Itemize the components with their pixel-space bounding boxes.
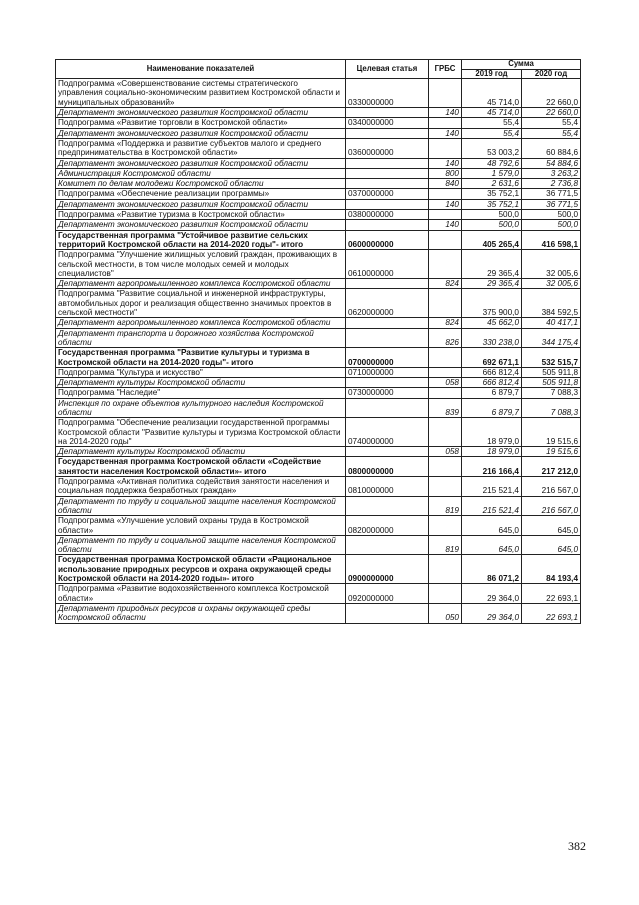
row-sum-2019-cell: 375 900,0 [462, 289, 522, 318]
row-grbs-cell [429, 388, 462, 398]
row-sum-2020-cell: 22 693,1 [522, 603, 581, 623]
row-sum-2019-cell: 645,0 [462, 535, 522, 555]
header-name: Наименование показателей [56, 60, 346, 79]
department-row [56, 108, 581, 118]
row-name-cell: Департамент экономического развития Костромской области [56, 108, 346, 118]
row-target-code-cell: 0620000000 [346, 289, 429, 318]
row-grbs-cell [429, 367, 462, 377]
row-name-cell: Подпрограмма «Развитие туризма в Костромской области» [56, 210, 346, 220]
row-name-cell: Подпрограмма "Улучшение жилищных условий граждан, проживающих в сельской местности, в том числе молодых семей и молодых специалистов" [56, 250, 346, 279]
row-target-code-cell [346, 168, 429, 178]
row-target-code-cell [346, 535, 429, 555]
row-target-code-cell [346, 496, 429, 516]
department-row [56, 496, 581, 516]
row-sum-2020-cell: 505 911,8 [522, 378, 581, 388]
row-sum-2019-cell: 215 521,4 [462, 477, 522, 497]
row-sum-2020-cell: 54 884,6 [522, 158, 581, 168]
row-name-cell: Департамент агропромышленного комплекса Костромской области [56, 279, 346, 289]
row-sum-2019-cell: 45 714,0 [462, 108, 522, 118]
row-sum-2020-cell: 216 567,0 [522, 496, 581, 516]
row-name-cell: Подпрограмма «Поддержка и развитие субъектов малого и среднего предпринимательства в Костромской области» [56, 138, 346, 158]
row-grbs-cell [429, 418, 462, 447]
row-sum-2020-cell: 505 911,8 [522, 367, 581, 377]
row-sum-2019-cell: 48 792,6 [462, 158, 522, 168]
department-row [56, 179, 581, 189]
row-grbs-cell: 819 [429, 535, 462, 555]
row-sum-2019-cell: 216 166,4 [462, 457, 522, 477]
row-sum-2020-cell: 22 693,1 [522, 584, 581, 604]
row-sum-2020-cell: 3 263,2 [522, 168, 581, 178]
header-code: Целевая статья [346, 60, 429, 79]
row-target-code-cell [346, 447, 429, 457]
row-name-cell: Подпрограмма "Обеспечение реализации государственной программы Костромской области "Развитие культуры и туризма Костромской области на 2014-2020 годы" [56, 418, 346, 447]
row-sum-2020-cell: 500,0 [522, 210, 581, 220]
row-target-code-cell [346, 603, 429, 623]
row-sum-2020-cell: 32 005,6 [522, 250, 581, 279]
program-total-row [56, 555, 581, 584]
row-target-code-cell: 0360000000 [346, 138, 429, 158]
row-name-cell: Подпрограмма «Улучшение условий охраны труда в Костромской области» [56, 516, 346, 536]
department-row [56, 378, 581, 388]
page-number: 382 [568, 839, 586, 853]
subprogram-row [56, 516, 581, 536]
subprogram-row [56, 138, 581, 158]
row-target-code-cell [346, 318, 429, 328]
row-sum-2019-cell: 55,4 [462, 118, 522, 128]
row-name-cell: Департамент агропромышленного комплекса Костромской области [56, 318, 346, 328]
program-total-row [56, 457, 581, 477]
row-name-cell: Подпрограмма «Совершенствование системы стратегического управления социально-экономическим развитием Костромской области и муниципальных образований» [56, 79, 346, 108]
row-sum-2020-cell: 645,0 [522, 516, 581, 536]
row-sum-2019-cell: 29 364,0 [462, 584, 522, 604]
row-target-code-cell: 0710000000 [346, 367, 429, 377]
row-grbs-cell: 058 [429, 378, 462, 388]
row-name-cell: Департамент природных ресурсов и охраны окружающей среды Костромской области [56, 603, 346, 623]
subprogram-row [56, 189, 581, 199]
row-sum-2019-cell: 29 364,0 [462, 603, 522, 623]
row-sum-2020-cell: 217 212,0 [522, 457, 581, 477]
row-name-cell: Администрация Костромской области [56, 168, 346, 178]
row-sum-2019-cell: 645,0 [462, 516, 522, 536]
row-grbs-cell: 819 [429, 496, 462, 516]
program-total-row [56, 348, 581, 368]
row-name-cell: Подпрограмма "Культура и искусство" [56, 367, 346, 377]
row-sum-2019-cell: 86 071,2 [462, 555, 522, 584]
row-sum-2020-cell: 344 175,4 [522, 328, 581, 348]
row-name-cell: Департамент экономического развития Костромской области [56, 220, 346, 230]
subprogram-row [56, 250, 581, 279]
header-grbs: ГРБС [429, 60, 462, 79]
department-row [56, 535, 581, 555]
row-sum-2020-cell: 7 088,3 [522, 398, 581, 418]
row-grbs-cell [429, 555, 462, 584]
row-grbs-cell [429, 79, 462, 108]
row-target-code-cell: 0730000000 [346, 388, 429, 398]
row-grbs-cell: 140 [429, 220, 462, 230]
row-target-code-cell: 0610000000 [346, 250, 429, 279]
row-name-cell: Департамент культуры Костромской области [56, 378, 346, 388]
row-name-cell: Подпрограмма «Развитие водохозяйственного комплекса Костромской области» [56, 584, 346, 604]
row-sum-2020-cell: 60 884,6 [522, 138, 581, 158]
row-sum-2019-cell: 55,4 [462, 128, 522, 138]
row-target-code-cell [346, 398, 429, 418]
row-target-code-cell [346, 328, 429, 348]
department-row [56, 199, 581, 209]
row-sum-2019-cell: 500,0 [462, 220, 522, 230]
row-sum-2019-cell: 405 265,4 [462, 230, 522, 250]
department-row [56, 318, 581, 328]
row-target-code-cell: 0740000000 [346, 418, 429, 447]
row-sum-2019-cell: 330 238,0 [462, 328, 522, 348]
row-grbs-cell [429, 230, 462, 250]
row-name-cell: Департамент экономического развития Костромской области [56, 158, 346, 168]
row-sum-2020-cell: 645,0 [522, 535, 581, 555]
row-grbs-cell: 058 [429, 447, 462, 457]
budget-table [55, 59, 581, 624]
row-sum-2019-cell: 666 812,4 [462, 367, 522, 377]
row-name-cell: Департамент по труду и социальной защите населения Костромской области [56, 496, 346, 516]
subprogram-row [56, 210, 581, 220]
row-name-cell: Подпрограмма «Развитие торговли в Костромской области» [56, 118, 346, 128]
row-grbs-cell [429, 189, 462, 199]
row-name-cell: Государственная программа "Устойчивое развитие сельских территорий Костромской области на 2014-2020 годы"- итого [56, 230, 346, 250]
row-name-cell: Подпрограмма «Активная политика содействия занятости населения и социальная поддержка безработных граждан» [56, 477, 346, 497]
subprogram-row [56, 79, 581, 108]
row-grbs-cell: 824 [429, 318, 462, 328]
department-row [56, 447, 581, 457]
row-name-cell: Департамент экономического развития Костромской области [56, 199, 346, 209]
department-row [56, 158, 581, 168]
row-sum-2020-cell: 2 736,8 [522, 179, 581, 189]
row-grbs-cell [429, 138, 462, 158]
row-target-code-cell: 0330000000 [346, 79, 429, 108]
row-target-code-cell: 0920000000 [346, 584, 429, 604]
subprogram-row [56, 367, 581, 377]
row-grbs-cell [429, 289, 462, 318]
row-sum-2019-cell: 29 365,4 [462, 279, 522, 289]
row-sum-2019-cell: 6 879,7 [462, 388, 522, 398]
row-sum-2019-cell: 18 979,0 [462, 447, 522, 457]
row-target-code-cell: 0700000000 [346, 348, 429, 368]
row-sum-2020-cell: 40 417,1 [522, 318, 581, 328]
row-grbs-cell [429, 250, 462, 279]
row-target-code-cell: 0810000000 [346, 477, 429, 497]
row-name-cell: Департамент экономического развития Костромской области [56, 128, 346, 138]
program-total-row [56, 230, 581, 250]
row-sum-2020-cell: 19 515,6 [522, 447, 581, 457]
row-name-cell: Комитет по делам молодежи Костромской области [56, 179, 346, 189]
row-target-code-cell [346, 220, 429, 230]
row-name-cell: Государственная программа Костромской области «Содействие занятости населения Костромской области»- итого [56, 457, 346, 477]
row-sum-2019-cell: 45 662,0 [462, 318, 522, 328]
row-sum-2020-cell: 384 592,5 [522, 289, 581, 318]
row-name-cell: Департамент культуры Костромской области [56, 447, 346, 457]
row-name-cell: Подпрограмма «Обеспечение реализации программы» [56, 189, 346, 199]
table-header [56, 60, 581, 79]
row-grbs-cell: 840 [429, 179, 462, 189]
row-sum-2019-cell: 692 671,1 [462, 348, 522, 368]
row-sum-2019-cell: 35 752,1 [462, 189, 522, 199]
row-name-cell: Государственная программа "Развитие культуры и туризма в Костромской области на 2014-2020 годы"- итого [56, 348, 346, 368]
row-grbs-cell: 140 [429, 199, 462, 209]
department-row [56, 279, 581, 289]
row-sum-2019-cell: 2 631,6 [462, 179, 522, 189]
row-target-code-cell: 0820000000 [346, 516, 429, 536]
row-sum-2020-cell: 19 515,6 [522, 418, 581, 447]
department-row [56, 398, 581, 418]
row-target-code-cell: 0370000000 [346, 189, 429, 199]
row-target-code-cell [346, 108, 429, 118]
department-row [56, 220, 581, 230]
row-target-code-cell [346, 199, 429, 209]
row-target-code-cell: 0900000000 [346, 555, 429, 584]
row-grbs-cell [429, 516, 462, 536]
row-sum-2019-cell: 35 752,1 [462, 199, 522, 209]
row-grbs-cell: 050 [429, 603, 462, 623]
subprogram-row [56, 477, 581, 497]
row-target-code-cell [346, 128, 429, 138]
row-grbs-cell [429, 118, 462, 128]
subprogram-row [56, 584, 581, 604]
header-year-2020: 2020 год [522, 69, 581, 79]
row-sum-2019-cell: 6 879,7 [462, 398, 522, 418]
row-sum-2019-cell: 500,0 [462, 210, 522, 220]
row-sum-2020-cell: 22 660,0 [522, 79, 581, 108]
row-sum-2020-cell: 500,0 [522, 220, 581, 230]
row-sum-2020-cell: 216 567,0 [522, 477, 581, 497]
subprogram-row [56, 418, 581, 447]
row-name-cell: Подпрограмма "Наследие" [56, 388, 346, 398]
row-target-code-cell [346, 179, 429, 189]
row-sum-2020-cell: 55,4 [522, 128, 581, 138]
table-body [56, 79, 581, 623]
row-sum-2020-cell: 36 771,5 [522, 189, 581, 199]
row-sum-2020-cell: 32 005,6 [522, 279, 581, 289]
row-name-cell: Государственная программа Костромской области «Рациональное использование природных ресурсов и охрана окружающей среды Костромской области на 2014-2020 годы»- итого [56, 555, 346, 584]
row-sum-2020-cell: 22 660,0 [522, 108, 581, 118]
row-sum-2020-cell: 84 193,4 [522, 555, 581, 584]
header-year-2019: 2019 год [462, 69, 522, 79]
row-sum-2020-cell: 55,4 [522, 118, 581, 128]
department-row [56, 328, 581, 348]
row-grbs-cell: 140 [429, 158, 462, 168]
row-target-code-cell: 0600000000 [346, 230, 429, 250]
row-grbs-cell [429, 210, 462, 220]
row-target-code-cell: 0340000000 [346, 118, 429, 128]
row-sum-2019-cell: 45 714,0 [462, 79, 522, 108]
row-target-code-cell: 0380000000 [346, 210, 429, 220]
subprogram-row [56, 388, 581, 398]
row-sum-2019-cell: 53 003,2 [462, 138, 522, 158]
subprogram-row [56, 118, 581, 128]
row-sum-2019-cell: 215 521,4 [462, 496, 522, 516]
row-sum-2019-cell: 666 812,4 [462, 378, 522, 388]
row-grbs-cell [429, 348, 462, 368]
subprogram-row [56, 289, 581, 318]
row-grbs-cell: 140 [429, 128, 462, 138]
row-grbs-cell: 826 [429, 328, 462, 348]
row-grbs-cell: 824 [429, 279, 462, 289]
row-target-code-cell [346, 378, 429, 388]
header-sum: Сумма [462, 60, 581, 70]
row-sum-2020-cell: 532 515,7 [522, 348, 581, 368]
row-grbs-cell: 800 [429, 168, 462, 178]
row-target-code-cell [346, 279, 429, 289]
row-grbs-cell: 140 [429, 108, 462, 118]
row-sum-2020-cell: 7 088,3 [522, 388, 581, 398]
row-name-cell: Департамент по труду и социальной защите населения Костромской области [56, 535, 346, 555]
department-row [56, 168, 581, 178]
department-row [56, 128, 581, 138]
row-sum-2019-cell: 29 365,4 [462, 250, 522, 279]
row-grbs-cell [429, 584, 462, 604]
row-name-cell: Подпрограмма "Развитие социальной и инженерной инфраструктуры, автомобильных дорог и реализация общественно значимых проектов в сельской местности" [56, 289, 346, 318]
row-target-code-cell [346, 158, 429, 168]
row-sum-2020-cell: 36 771,5 [522, 199, 581, 209]
row-grbs-cell [429, 477, 462, 497]
row-name-cell: Инспекция по охране объектов культурного наследия Костромской области [56, 398, 346, 418]
row-sum-2019-cell: 1 579,0 [462, 168, 522, 178]
row-sum-2020-cell: 416 598,1 [522, 230, 581, 250]
row-grbs-cell [429, 457, 462, 477]
department-row [56, 603, 581, 623]
row-target-code-cell: 0800000000 [346, 457, 429, 477]
row-grbs-cell: 839 [429, 398, 462, 418]
row-sum-2019-cell: 18 979,0 [462, 418, 522, 447]
row-name-cell: Департамент транспорта и дорожного хозяйства Костромской области [56, 328, 346, 348]
